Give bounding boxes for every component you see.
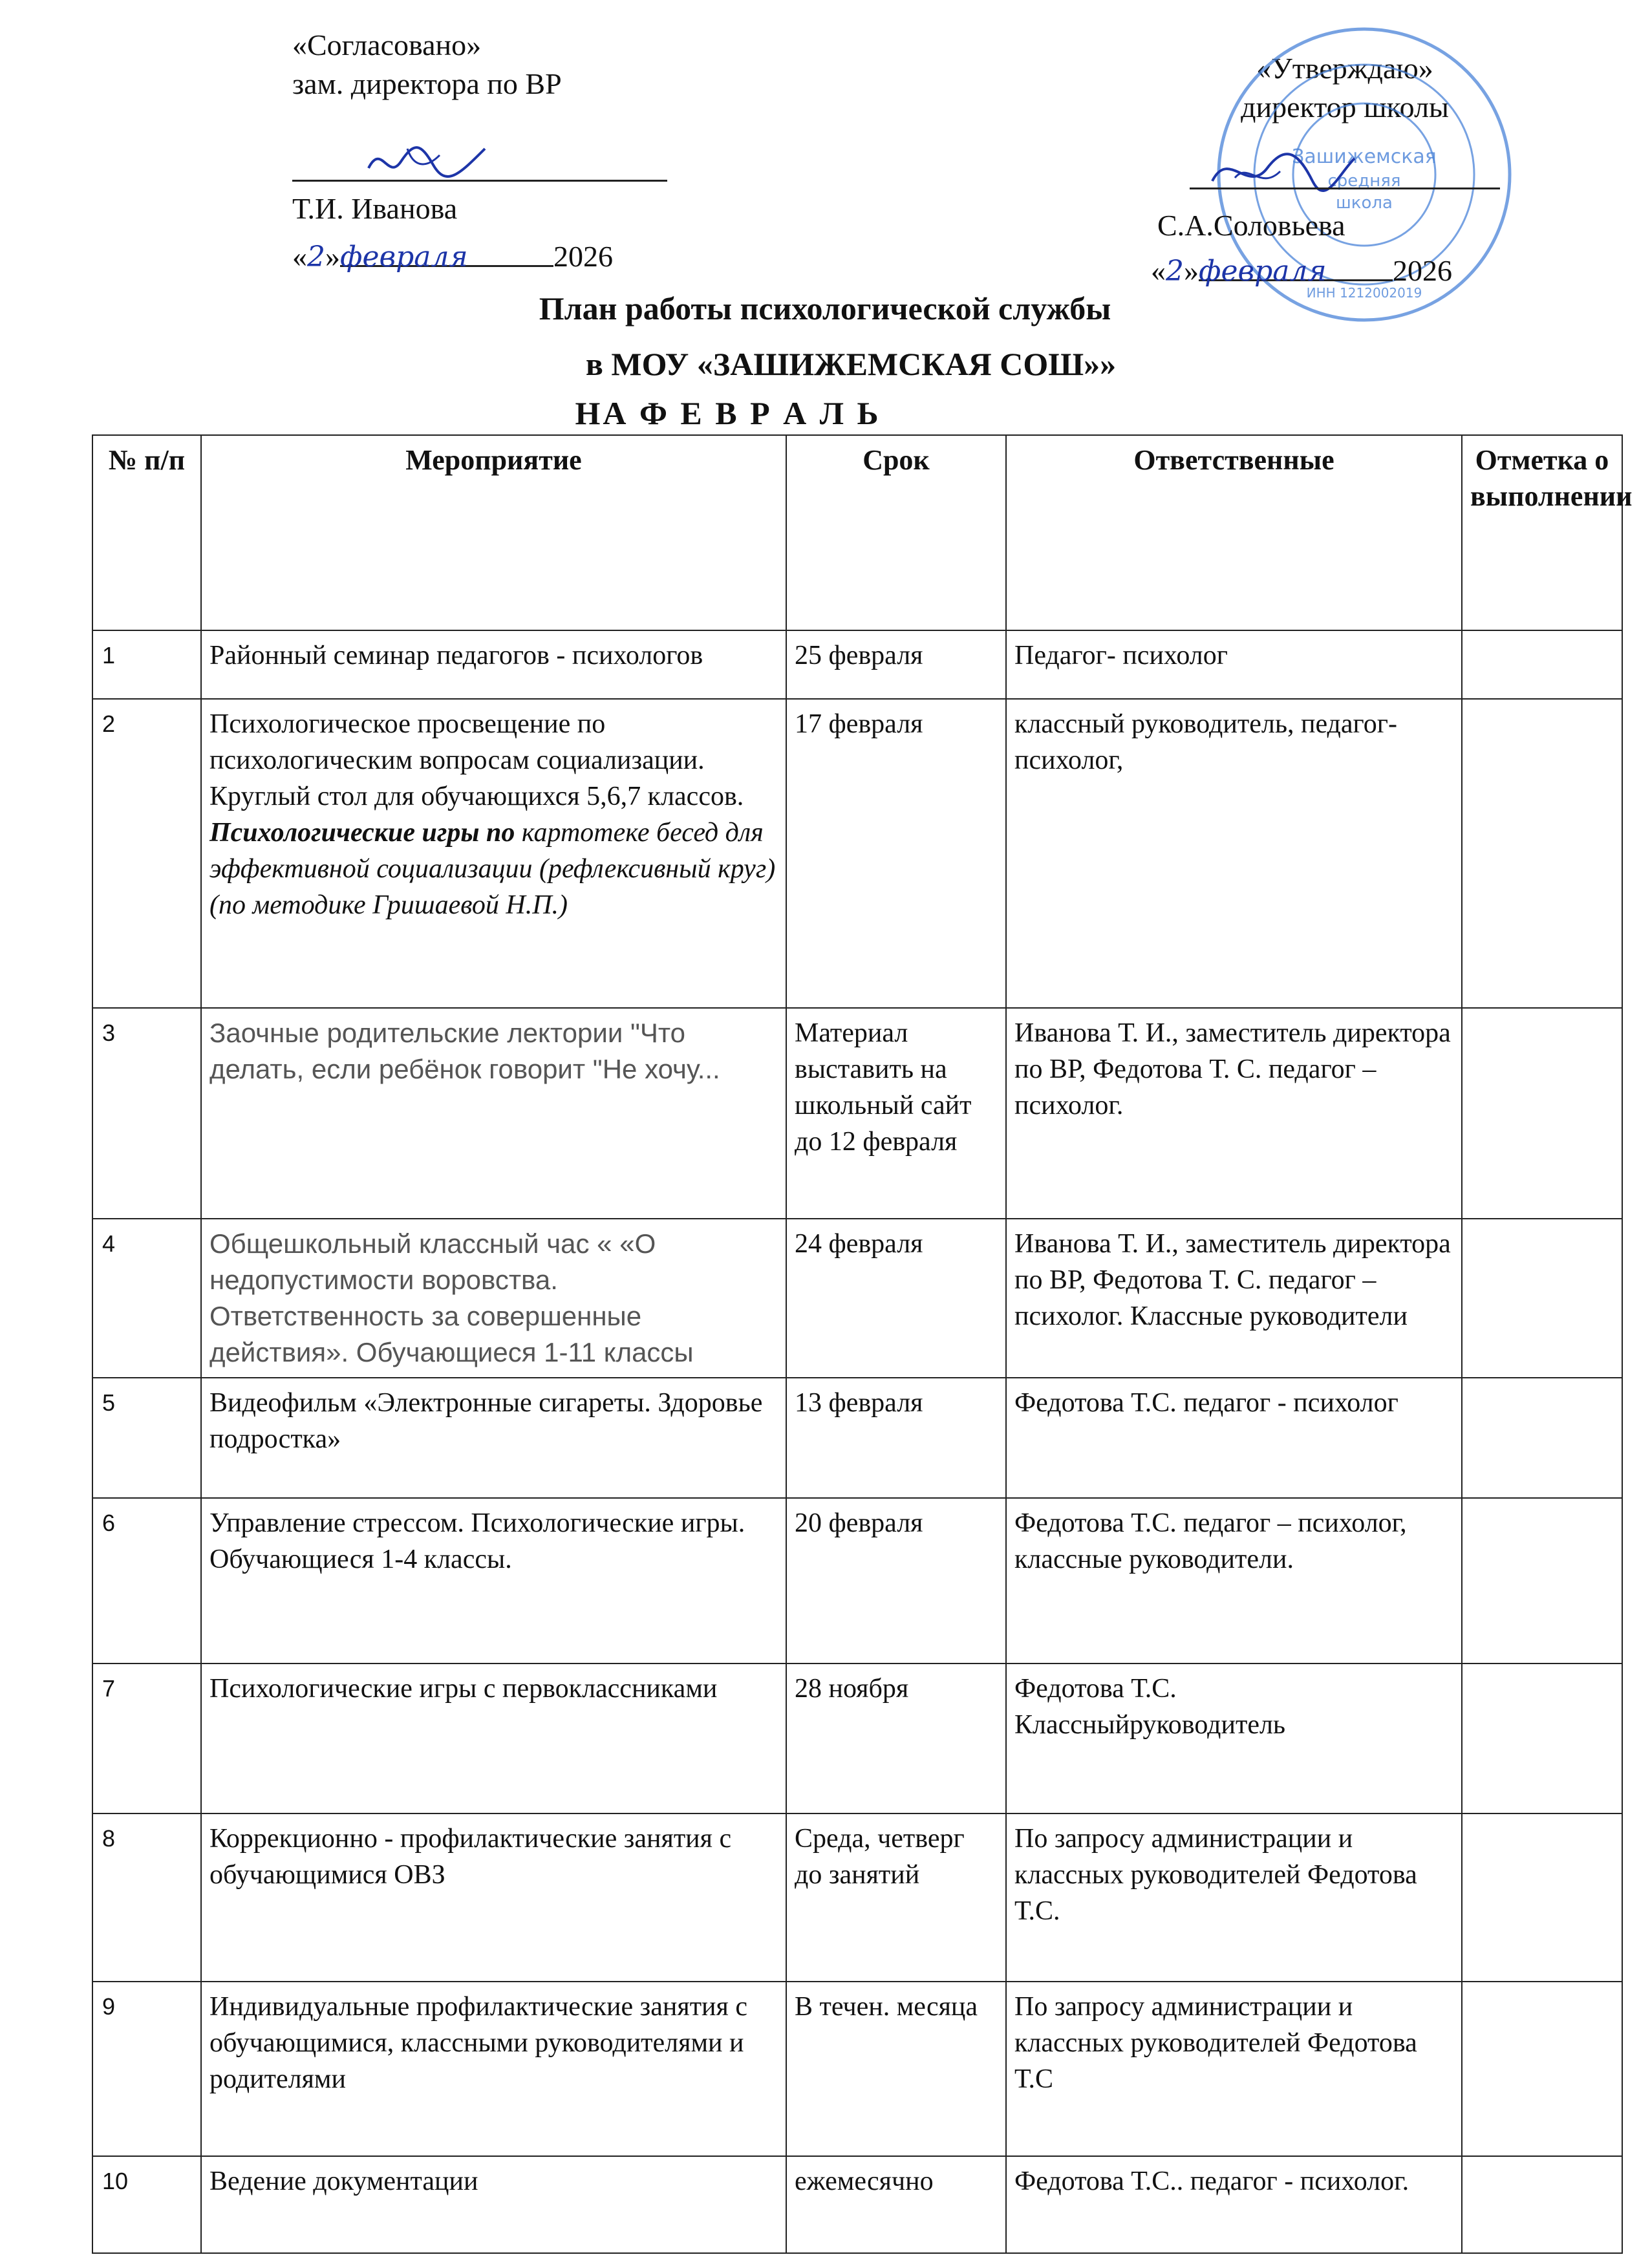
approval-date-right: «2»февраля 2026 (1151, 254, 1452, 288)
row-num: 4 (92, 1219, 201, 1378)
row-num: 10 (92, 2156, 201, 2253)
row-mark (1462, 1813, 1622, 1982)
row-event: Видеофильм «Электронные сигареты. Здоровье подростка» (201, 1378, 786, 1498)
row-term: 20 февраля (786, 1498, 1006, 1664)
plan-table (92, 434, 1633, 2254)
date-day-right: 2 (1166, 255, 1184, 288)
document-title-line3: НА Ф Е В Р А Л Ь (575, 395, 881, 431)
svg-text:Зашижемская: Зашижемская (1292, 145, 1437, 168)
row-event: Заочные родительские лектории "Что делать, если ребёнок говорит "Не хочу... (201, 1008, 786, 1219)
row-responsible: Федотова Т.С. Классныйруководитель (1006, 1664, 1462, 1813)
signature-line-left (292, 180, 667, 182)
row-num: 9 (92, 1982, 201, 2156)
row-event: Управление стрессом. Психологические игры. Обучающиеся 1-4 классы. (201, 1498, 786, 1664)
row-num: 2 (92, 699, 201, 1008)
row-event: Общешкольный классный час « «О недопустимости воровства. Ответственность за совершенные действия». Обучающиеся 1-11 классы (201, 1219, 786, 1378)
row-mark (1462, 1664, 1622, 1813)
row-mark (1462, 1378, 1622, 1498)
row-mark (1462, 1219, 1622, 1378)
table-row (92, 1219, 1622, 1378)
row-event: Районный семинар педагогов - психологов (201, 630, 786, 699)
document-title-line1: План работы психологической службы (539, 290, 1111, 326)
approval-block-left (292, 26, 680, 103)
row-responsible: По запросу администрации и классных руководителей Федотова Т.С (1006, 1982, 1462, 2156)
row-responsible: По запросу администрации и классных руководителей Федотова Т.С. (1006, 1813, 1462, 1982)
date-month-left: февраля (340, 241, 468, 273)
svg-text:школа: школа (1336, 193, 1393, 213)
row-responsible: Федотова Т.С.. педагог - психолог. (1006, 2156, 1462, 2253)
table-row (92, 2156, 1622, 2253)
row-num: 6 (92, 1498, 201, 1664)
table-row (92, 1378, 1622, 1498)
row-event: Психологические игры с первоклассниками (201, 1664, 786, 1813)
approval-label-left: «Согласовано» (292, 28, 482, 61)
table-row (92, 1813, 1622, 1982)
approval-name-right: С.А.Соловьева (1157, 209, 1345, 242)
row-term: Среда, четверг до занятий (786, 1813, 1006, 1982)
approval-date-left: «2»февраля 2026 (292, 240, 613, 273)
date-year-right: 2026 (1393, 254, 1452, 287)
row-mark (1462, 699, 1622, 1008)
table-row (92, 699, 1622, 1008)
table-row (92, 1664, 1622, 1813)
row-responsible: Иванова Т. И., заместитель директора по ВР, Федотова Т. С. педагог – психолог. Классные руководители (1006, 1219, 1462, 1378)
row-event: Индивидуальные профилактические занятия с обучающимися, классными руководителями и родителями (201, 1982, 786, 2156)
document-title-line2: в МОУ «ЗАШИЖЕМСКАЯ СОШ»» (585, 346, 1117, 382)
row-term: 13 февраля (786, 1378, 1006, 1498)
svg-text:средняя: средняя (1327, 171, 1401, 191)
row-responsible: Иванова Т. И., заместитель директора по ВР, Федотова Т. С. педагог – психолог. (1006, 1008, 1462, 1219)
row-mark (1462, 1498, 1622, 1664)
row-responsible: Федотова Т.С. педагог - психолог (1006, 1378, 1462, 1498)
table-row (92, 1008, 1622, 1219)
header-mark: Отметка о выполнении (1462, 435, 1622, 630)
row-num: 8 (92, 1813, 201, 1982)
signature-line-right (1190, 187, 1500, 189)
table-row (92, 630, 1622, 699)
row-responsible: Федотова Т.С. педагог – психолог, классные руководители. (1006, 1498, 1462, 1664)
svg-text:ИНН 1212002019: ИНН 1212002019 (1306, 285, 1422, 301)
row-term: 24 февраля (786, 1219, 1006, 1378)
row-term: Материал выставить на школьный сайт до 12 февраля (786, 1008, 1006, 1219)
row-event: Психологическое просвещение по психологическим вопросам социализации. Круглый стол для обучающихся 5,6,7 классов. Психологические игры по картотеке бесед для эффективной социализации (рефлексивный круг) (по методике Гришаевой Н.П.) (201, 699, 786, 1008)
approval-position-left: зам. директора по ВР (292, 67, 562, 100)
signature-left (362, 129, 491, 187)
row-term: ежемесячно (786, 2156, 1006, 2253)
row-num: 5 (92, 1378, 201, 1498)
header-term: Срок (786, 435, 1006, 630)
row-mark (1462, 2156, 1622, 2253)
approval-label-right: «Утверждаю» (1256, 52, 1433, 85)
row-num: 3 (92, 1008, 201, 1219)
row-term: 28 ноября (786, 1664, 1006, 1813)
date-day-left: 2 (307, 241, 325, 273)
signature-right (1209, 142, 1358, 200)
row-term: 17 февраля (786, 699, 1006, 1008)
header-responsible: Ответственные (1006, 435, 1462, 630)
row-mark (1462, 1008, 1622, 1219)
header-event: Мероприятие (201, 435, 786, 630)
approval-position-right: директор школы (1241, 91, 1449, 123)
table-header-row (92, 435, 1622, 630)
row-num: 7 (92, 1664, 201, 1813)
approval-name-left: Т.И. Иванова (292, 192, 458, 225)
header-num: № п/п (92, 435, 201, 630)
row-term: В течен. месяца (786, 1982, 1006, 2156)
row-mark (1462, 1982, 1622, 2156)
row-num: 1 (92, 630, 201, 699)
table-row (92, 1982, 1622, 2156)
table-row (92, 1498, 1622, 1664)
row-event: Коррекционно - профилактические занятия с обучающимися ОВЗ (201, 1813, 786, 1982)
date-month-right: февраля (1199, 255, 1327, 288)
row-responsible: классный руководитель, педагог- психолог, (1006, 699, 1462, 1008)
row-event: Ведение документации (201, 2156, 786, 2253)
row-responsible: Педагог- психолог (1006, 630, 1462, 699)
row-mark (1462, 630, 1622, 699)
date-year-left: 2026 (553, 240, 613, 273)
row-term: 25 февраля (786, 630, 1006, 699)
